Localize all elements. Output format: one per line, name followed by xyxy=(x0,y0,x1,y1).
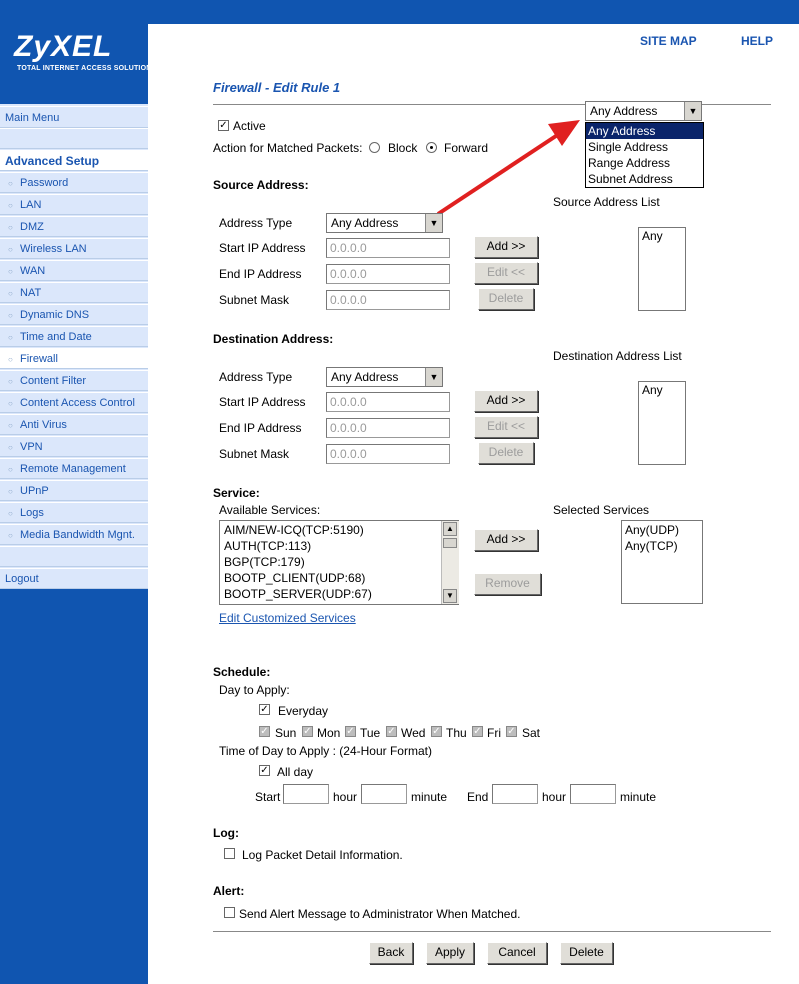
list-item[interactable]: Any(UDP) xyxy=(625,523,680,537)
destination-mask-label: Subnet Mask xyxy=(219,447,290,461)
bullet-icon: ○ xyxy=(8,333,13,342)
sidebar-item-label: Wireless LAN xyxy=(20,243,87,255)
sidebar-item-lan[interactable] xyxy=(0,194,148,215)
all-day-label: All day xyxy=(277,765,314,779)
sidebar-item-wireless-lan[interactable] xyxy=(0,238,148,259)
day-to-apply-label: Day to Apply: xyxy=(219,683,290,697)
list-item[interactable]: BOOTP_SERVER(UDP:67) xyxy=(224,587,372,601)
sidebar-item-label: Media Bandwidth Mgnt. xyxy=(20,529,135,541)
log-option-label: Log Packet Detail Information. xyxy=(242,848,403,862)
minute-label: minute xyxy=(411,790,448,804)
end-minute-input[interactable] xyxy=(570,784,616,804)
end-hour-input[interactable] xyxy=(492,784,538,804)
sidebar-item-label: DMZ xyxy=(20,221,44,233)
bullet-icon: ○ xyxy=(8,311,13,320)
sidebar-item-label: Password xyxy=(20,177,69,189)
sidebar-item-password[interactable] xyxy=(0,172,148,193)
source-list-title: Source Address List xyxy=(553,195,660,209)
list-item[interactable]: Any(TCP) xyxy=(625,539,678,553)
edit-customized-services-link[interactable]: Edit Customized Services xyxy=(219,611,356,625)
help-link[interactable]: HELP xyxy=(741,34,774,48)
service-heading: Service: xyxy=(213,486,260,500)
sidebar-spacer xyxy=(0,128,148,149)
day-label: Wed xyxy=(401,726,426,740)
list-item[interactable]: Any xyxy=(642,229,663,243)
list-item[interactable]: BGP(TCP:179) xyxy=(224,555,305,569)
bullet-icon: ○ xyxy=(8,443,13,452)
day-label: Thu xyxy=(446,726,467,740)
destination-type-label: Address Type xyxy=(219,370,293,384)
sidebar-item-label: LAN xyxy=(20,199,42,211)
services-scrollbar[interactable] xyxy=(441,521,459,604)
destination-edit-button[interactable]: Edit << xyxy=(474,416,538,438)
scroll-down-icon[interactable]: ▼ xyxy=(443,589,457,603)
hour-label: hour xyxy=(542,790,567,804)
tue-checkbox[interactable]: ✓ xyxy=(346,726,355,737)
dropdown-option[interactable]: Subnet Address xyxy=(588,172,673,186)
destination-mask-input[interactable]: 0.0.0.0 xyxy=(326,444,450,464)
bullet-icon: ○ xyxy=(8,531,13,540)
log-heading: Log: xyxy=(213,826,239,840)
start-hour-input[interactable] xyxy=(283,784,329,804)
sidebar-item-wan[interactable] xyxy=(0,260,148,281)
destination-delete-button[interactable]: Delete xyxy=(478,442,534,464)
sidebar-item-remote-management[interactable] xyxy=(0,458,148,479)
bullet-icon: ○ xyxy=(8,421,13,430)
logo-tagline: TOTAL INTERNET ACCESS SOLUTION xyxy=(17,65,152,72)
sidebar-item-label: Logs xyxy=(20,507,44,519)
everyday-label: Everyday xyxy=(278,704,329,718)
sidebar-item-anti-virus[interactable] xyxy=(0,414,148,435)
sidebar-item-dynamic-dns[interactable] xyxy=(0,304,148,325)
bullet-icon: ○ xyxy=(8,201,13,210)
thu-checkbox[interactable]: ✓ xyxy=(432,726,441,737)
day-label: Sun xyxy=(275,726,297,740)
source-delete-button[interactable]: Delete xyxy=(478,288,534,310)
alert-heading: Alert: xyxy=(213,884,245,898)
page-title: Firewall - Edit Rule 1 xyxy=(213,80,341,95)
destination-start-label: Start IP Address xyxy=(219,395,306,409)
start-label: Start xyxy=(255,790,281,804)
forward-label: Forward xyxy=(444,141,489,155)
chevron-down-icon[interactable]: ▼ xyxy=(425,368,442,386)
list-item[interactable]: BOOTP_CLIENT(UDP:68) xyxy=(224,571,366,585)
source-mask-label: Subnet Mask xyxy=(219,293,290,307)
selected-services-list[interactable] xyxy=(621,520,703,604)
sidebar-item-firewall[interactable] xyxy=(0,348,148,369)
cancel-button[interactable]: Cancel xyxy=(487,942,547,964)
block-label: Block xyxy=(388,141,418,155)
sidebar-item-logs[interactable] xyxy=(0,502,148,523)
delete-button[interactable]: Delete xyxy=(560,942,613,964)
sidebar-item-label: Content Filter xyxy=(20,375,87,387)
source-type-select[interactable]: Any Address ▼ xyxy=(326,213,443,233)
sidebar-item-dmz[interactable] xyxy=(0,216,148,237)
sidebar-item-label: WAN xyxy=(20,265,46,277)
divider xyxy=(213,931,771,932)
sun-checkbox[interactable]: ✓ xyxy=(260,726,269,737)
source-start-input[interactable]: 0.0.0.0 xyxy=(326,238,450,258)
bullet-icon: ○ xyxy=(8,465,13,474)
fri-checkbox[interactable]: ✓ xyxy=(473,726,482,737)
bullet-icon: ○ xyxy=(8,355,13,364)
scroll-up-icon[interactable]: ▲ xyxy=(443,522,457,536)
minute-label: minute xyxy=(620,790,657,804)
red-arrow-annotation xyxy=(430,110,590,230)
top-address-select[interactable]: Any Address ▼ xyxy=(585,101,702,121)
active-label: Active xyxy=(233,119,266,133)
bullet-icon: ○ xyxy=(8,399,13,408)
address-dropdown-list[interactable] xyxy=(585,122,704,188)
end-label: End xyxy=(467,790,489,804)
sidebar-section-advanced-setup[interactable]: Advanced Setup xyxy=(0,150,148,171)
active-checkbox[interactable]: ✓ xyxy=(219,120,228,131)
source-start-label: Start IP Address xyxy=(219,241,306,255)
block-radio[interactable] xyxy=(369,142,380,153)
action-label: Action for Matched Packets: xyxy=(213,141,363,155)
selected-services-label: Selected Services xyxy=(553,503,650,517)
sat-checkbox[interactable]: ✓ xyxy=(507,726,516,737)
dropdown-option[interactable]: Single Address xyxy=(588,140,669,154)
destination-start-input[interactable]: 0.0.0.0 xyxy=(326,392,450,412)
sidebar-item-label: Remote Management xyxy=(20,463,126,475)
mon-checkbox[interactable]: ✓ xyxy=(303,726,312,737)
bullet-icon: ○ xyxy=(8,245,13,254)
list-item[interactable]: AUTH(TCP:113) xyxy=(224,539,312,553)
day-label: Fri xyxy=(487,726,501,740)
day-label: Tue xyxy=(360,726,381,740)
source-mask-input[interactable]: 0.0.0.0 xyxy=(326,290,450,310)
day-label: Mon xyxy=(317,726,341,740)
destination-type-select[interactable]: Any Address ▼ xyxy=(326,367,443,387)
list-item[interactable]: Any xyxy=(642,383,663,397)
logo: ZyXEL xyxy=(14,30,113,63)
source-address-list[interactable] xyxy=(638,227,686,311)
destination-address-list[interactable] xyxy=(638,381,686,465)
sidebar-item-nat[interactable] xyxy=(0,282,148,303)
sidebar-item-content-filter[interactable] xyxy=(0,370,148,391)
sidebar-item-label: VPN xyxy=(20,441,43,453)
sidebar-item-vpn[interactable] xyxy=(0,436,148,457)
sidebar-item-label: UPnP xyxy=(20,485,49,497)
sidebar-item-logout[interactable]: Logout xyxy=(0,568,148,589)
sidebar-item-content-access-control[interactable] xyxy=(0,392,148,413)
wed-checkbox[interactable]: ✓ xyxy=(387,726,396,737)
bullet-icon: ○ xyxy=(8,179,13,188)
dropdown-option[interactable]: Any Address xyxy=(586,123,703,139)
sidebar-item-time-and-date[interactable] xyxy=(0,326,148,347)
alert-option-label: Send Alert Message to Administrator When Matched. xyxy=(239,907,521,921)
back-button[interactable]: Back xyxy=(369,942,413,964)
all-day-checkbox[interactable]: ✓ xyxy=(260,765,269,776)
sidebar-item-label: Content Access Control xyxy=(20,397,135,409)
source-end-label: End IP Address xyxy=(219,267,302,281)
destination-end-input[interactable]: 0.0.0.0 xyxy=(326,418,450,438)
service-add-button[interactable]: Add >> xyxy=(474,529,538,551)
log-checkbox[interactable] xyxy=(224,848,235,859)
bullet-icon: ○ xyxy=(8,509,13,518)
source-type-label: Address Type xyxy=(219,216,293,230)
time-of-day-label: Time of Day to Apply : (24-Hour Format) xyxy=(219,744,432,758)
hour-label: hour xyxy=(333,790,358,804)
start-minute-input[interactable] xyxy=(361,784,407,804)
site-map-link[interactable]: SITE MAP xyxy=(640,34,697,48)
service-remove-button[interactable]: Remove xyxy=(474,573,541,595)
source-end-input[interactable]: 0.0.0.0 xyxy=(326,264,450,284)
chevron-down-icon[interactable]: ▼ xyxy=(425,214,442,232)
source-edit-button[interactable]: Edit << xyxy=(474,262,538,284)
bullet-icon: ○ xyxy=(8,223,13,232)
destination-add-button[interactable]: Add >> xyxy=(474,390,538,412)
schedule-heading: Schedule: xyxy=(213,665,271,679)
sidebar-item-main-menu[interactable]: Main Menu xyxy=(0,106,148,128)
apply-button[interactable]: Apply xyxy=(426,942,474,964)
everyday-checkbox[interactable]: ✓ xyxy=(260,704,269,715)
sidebar-item-label: Anti Virus xyxy=(20,419,67,431)
top-bar xyxy=(0,0,799,24)
bullet-icon: ○ xyxy=(8,289,13,298)
destination-heading: Destination Address: xyxy=(213,332,334,346)
source-add-button[interactable]: Add >> xyxy=(474,236,538,258)
list-item[interactable]: AIM/NEW-ICQ(TCP:5190) xyxy=(224,523,364,537)
sidebar-item-media-bandwidth-mgnt[interactable] xyxy=(0,524,148,545)
forward-radio[interactable] xyxy=(426,142,437,153)
bullet-icon: ○ xyxy=(8,377,13,386)
bullet-icon: ○ xyxy=(8,267,13,276)
dropdown-option[interactable]: Range Address xyxy=(588,156,671,170)
sidebar-spacer-2 xyxy=(0,546,148,567)
destination-end-label: End IP Address xyxy=(219,421,302,435)
sidebar-item-upnp[interactable] xyxy=(0,480,148,501)
chevron-down-icon[interactable]: ▼ xyxy=(684,102,701,120)
sidebar-item-label: Time and Date xyxy=(20,331,92,343)
alert-checkbox[interactable] xyxy=(224,907,235,918)
destination-list-title: Destination Address List xyxy=(553,349,682,363)
sidebar-item-label: NAT xyxy=(20,287,42,299)
sidebar-item-label: Dynamic DNS xyxy=(20,309,90,321)
bullet-icon: ○ xyxy=(8,487,13,496)
scroll-thumb[interactable] xyxy=(443,538,457,548)
sidebar-item-label: Firewall xyxy=(20,353,58,365)
source-heading: Source Address: xyxy=(213,178,309,192)
available-services-list[interactable] xyxy=(219,520,459,605)
available-services-label: Available Services: xyxy=(219,503,321,517)
day-label: Sat xyxy=(522,726,541,740)
